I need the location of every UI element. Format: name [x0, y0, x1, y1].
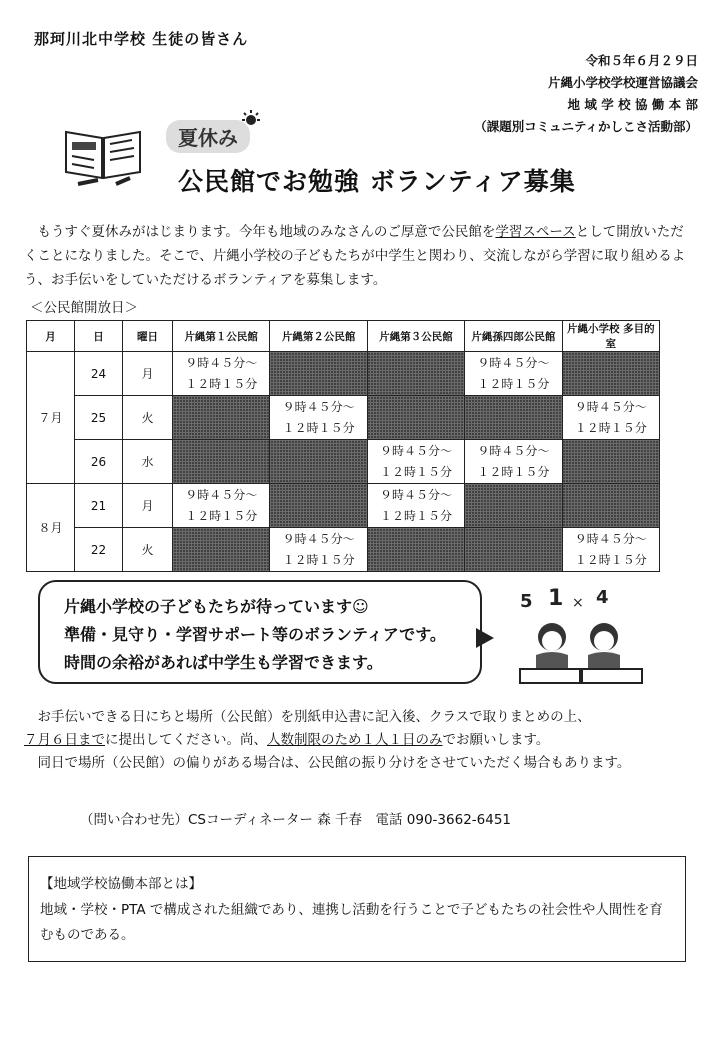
note-text-2: に提出してください。尚、: [105, 732, 267, 748]
intro-text-rest: として開放いただくことになりました。そこで、片縄小学校の子どもたちが中学生と関わり、交流しながら学習に取り組めるよう、お手伝いをしていただけるボランティアを募集します。: [24, 224, 686, 288]
intro-paragraph: [24, 220, 696, 292]
svg-text:×: ×: [572, 595, 584, 611]
header-day: 日: [75, 321, 123, 352]
summer-badge: 夏休み: [166, 120, 250, 153]
open-time-cell: [270, 528, 367, 572]
info-box-title: 【地域学校協働本部とは】: [40, 876, 202, 892]
studying-children-illustration: [510, 585, 660, 690]
schedule-table: [26, 320, 660, 572]
day-cell: 25: [75, 396, 123, 440]
open-time-start: ９時４５分～: [282, 399, 355, 414]
header-hall-magoshiro: 片縄孫四郎公民館: [465, 321, 562, 352]
note-text-3: でお願いします。: [442, 732, 550, 748]
day-cell: 26: [75, 440, 123, 484]
weekday-cell: 月: [123, 352, 173, 396]
closed-cell: [270, 440, 367, 484]
closed-cell: [173, 440, 270, 484]
open-time-cell: [173, 352, 270, 396]
month-cell: ８月: [27, 484, 75, 572]
closed-cell: [173, 396, 270, 440]
sender-subdept: （課題別コミュニティかしこさ活動部）: [474, 119, 698, 134]
weekday-cell: 月: [123, 484, 173, 528]
open-time-start: ９時４５分～: [379, 443, 452, 458]
weekday-cell: 火: [123, 528, 173, 572]
open-time-end: １２時１５分: [282, 420, 355, 435]
open-time-start: ９時４５分～: [379, 487, 452, 502]
open-time-cell: [173, 484, 270, 528]
closed-cell: [562, 484, 659, 528]
table-row: [27, 484, 660, 528]
svg-text:4: 4: [596, 587, 609, 608]
open-time-end: １２時１５分: [185, 376, 258, 391]
table-header-row: [27, 321, 660, 352]
limit-highlight: 人数制限のため１人１日のみ: [267, 732, 443, 748]
open-time-cell: [367, 484, 464, 528]
closed-cell: [465, 396, 562, 440]
page-title: 公民館でお勉強 ボランティア募集: [178, 167, 576, 196]
bubble-line-2: 準備・見守り・学習サポート等のボランティアです。: [64, 625, 446, 644]
issue-date: 令和５年６月２９日: [585, 53, 698, 68]
open-time-start: ９時４５分～: [185, 487, 258, 502]
open-time-end: １２時１５分: [574, 420, 647, 435]
header-hall-1: 片縄第１公民館: [173, 321, 270, 352]
header-hall-2: 片縄第２公民館: [270, 321, 367, 352]
open-time-start: ９時４５分～: [477, 355, 550, 370]
svg-text:1: 1: [548, 586, 564, 611]
day-cell: 24: [75, 352, 123, 396]
table-row: [27, 528, 660, 572]
sender-block: [474, 50, 698, 138]
sender-dept: 地 域 学 校 協 働 本 部: [567, 97, 698, 112]
open-time-end: １２時１５分: [574, 552, 647, 567]
open-time-cell: [270, 396, 367, 440]
open-time-start: ９時４５分～: [477, 443, 550, 458]
open-time-cell: [367, 440, 464, 484]
svg-text:5: 5: [520, 591, 533, 612]
table-row: [27, 396, 660, 440]
deadline-highlight: ７月６日まで: [24, 732, 105, 748]
closed-cell: [562, 440, 659, 484]
open-time-start: ９時４５分～: [185, 355, 258, 370]
closed-cell: [173, 528, 270, 572]
open-time-start: ９時４５分～: [574, 531, 647, 546]
contact-info: （問い合わせ先）CSコーディネーター 森 千春 電話 090-3662-6451: [80, 812, 512, 828]
open-time-start: ９時４５分～: [574, 399, 647, 414]
open-time-end: １２時１５分: [379, 464, 452, 479]
open-time-end: １２時１５分: [185, 508, 258, 523]
bubble-line-1: 片縄小学校の子どもたちが待っています☺: [64, 597, 369, 616]
month-cell: ７月: [27, 352, 75, 484]
open-time-cell: [562, 528, 659, 572]
speech-bubble-tail: [476, 628, 494, 648]
note-text-4: 同日で場所（公民館）の偏りがある場合は、公民館の振り分けをさせていただく場合もあります。: [37, 755, 631, 771]
weekday-cell: 水: [123, 440, 173, 484]
header-weekday: 曜日: [123, 321, 173, 352]
open-time-start: ９時４５分～: [282, 531, 355, 546]
open-time-end: １２時１５分: [477, 376, 550, 391]
weekday-cell: 火: [123, 396, 173, 440]
closed-cell: [465, 528, 562, 572]
open-time-cell: [562, 396, 659, 440]
note-text: お手伝いできる日にちと場所（公民館）を別紙申込書に記入後、クラスで取りまとめの上、: [37, 709, 591, 725]
closed-cell: [270, 352, 367, 396]
recipient: 那珂川北中学校 生徒の皆さん: [34, 30, 249, 48]
open-book-icon: [58, 112, 148, 192]
open-time-cell: [465, 352, 562, 396]
open-time-end: １２時１５分: [282, 552, 355, 567]
header-school-room: 片縄小学校 多目的室: [562, 321, 659, 352]
bubble-line-3: 時間の余裕があれば中学生も学習できます。: [64, 653, 383, 672]
closed-cell: [562, 352, 659, 396]
table-row: [27, 352, 660, 396]
closed-cell: [367, 352, 464, 396]
schedule-heading: ＜公民館開放日＞: [30, 300, 138, 316]
day-cell: 22: [75, 528, 123, 572]
header-hall-3: 片縄第３公民館: [367, 321, 464, 352]
open-time-cell: [465, 440, 562, 484]
intro-highlight: 学習スペース: [495, 224, 576, 240]
header-month: 月: [27, 321, 75, 352]
closed-cell: [367, 528, 464, 572]
open-time-end: １２時１５分: [379, 508, 452, 523]
closed-cell: [465, 484, 562, 528]
closed-cell: [367, 396, 464, 440]
sun-icon: [238, 108, 264, 128]
sender-org: 片縄小学校学校運営協議会: [547, 75, 698, 90]
instruction-paragraph: [24, 706, 696, 775]
day-cell: 21: [75, 484, 123, 528]
intro-text: もうすぐ夏休みがはじまります。今年も地域のみなさんのご厚意で公民館を: [37, 224, 496, 240]
table-row: [27, 440, 660, 484]
info-box-text: 地域・学校・PTA で構成された組織であり、連携し活動を行うことで子どもたちの社会性や人間性を育むものである。: [40, 902, 663, 943]
open-time-end: １２時１５分: [477, 464, 550, 479]
closed-cell: [270, 484, 367, 528]
